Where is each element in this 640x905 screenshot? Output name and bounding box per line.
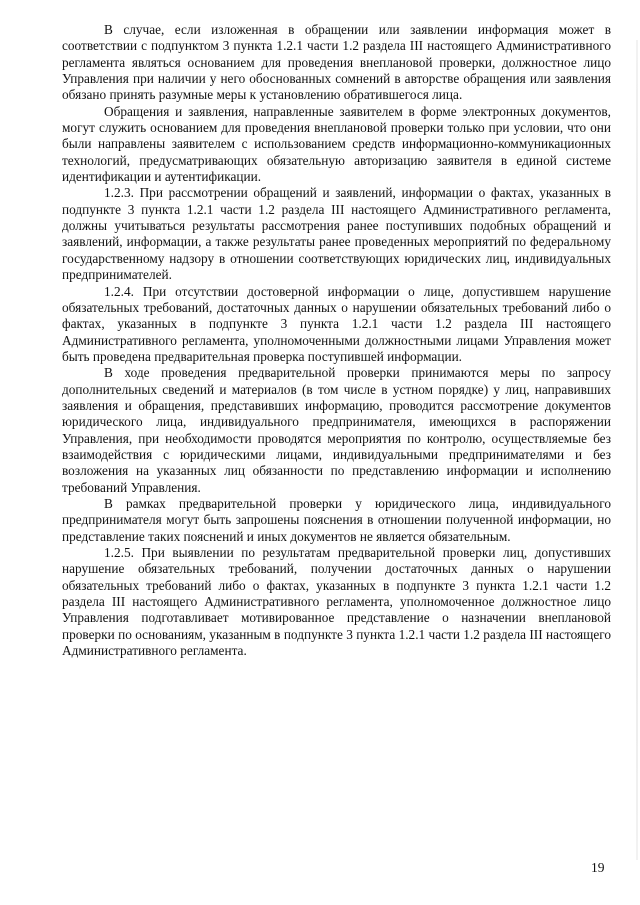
paragraph: В рамках предварительной проверки у юридического лица, индивидуального предпринимателя могут быть запрошены пояснения в отношении полученной информации, но представление таких пояснений и иных документов не является обязательным. (62, 495, 611, 544)
page-number: 19 (591, 860, 605, 875)
scan-edge-shadow (636, 40, 638, 860)
paragraph: В ходе проведения предварительной проверки принимаются меры по запросу дополнительных сведений и материалов (в том числе в устном порядке) у лиц, направивших заявления и обращения, представивших информацию, проводится рассмотрение документов юридического лица, индивидуального предпринимателя, имеющихся в распоряжении Управления, при необходимости проводятся мероприятия по контролю, осуществляемые без взаимодействия с юридическими лицами, индивидуальными предпринимателями и без возложения на указанных лиц обязанности по представлению информации и исполнению требований Управления. (62, 365, 611, 495)
paragraph: 1.2.4. При отсутствии достоверной информации о лице, допустившем нарушение обязательных требований, достаточных данных о нарушении обязательных требований либо о фактах, указанных в подпункте 3 пункта 1.2.1 части 1.2 раздела III настоящего Административного регламента, уполномоченными должностными лицами Управления может быть проведена предварительная проверка поступившей информации. (62, 283, 611, 364)
document-page (62, 22, 611, 659)
paragraph: 1.2.5. При выявлении по результатам предварительной проверки лиц, допустивших нарушение обязательных требований, получении достаточных данных о нарушении обязательных требований либо о фактах, указанных в подпункте 3 пункта 1.2.1 части 1.2 раздела III настоящего Административного регламента, уполномоченное должностное лицо Управления подготавливает мотивированное представление о назначении внеплановой проверки по основаниям, указанным в подпункте 3 пункта 1.2.1 части 1.2 раздела III настоящего Административного регламента. (62, 545, 611, 659)
paragraph: Обращения и заявления, направленные заявителем в форме электронных документов, могут служить основанием для проведения внеплановой проверки только при условии, что они были направлены заявителем с использованием средств информационно-коммуникационных технологий, предусматривающих обязательную авторизацию заявителя в единой системе идентификации и аутентификации. (62, 103, 611, 185)
paragraph: 1.2.3. При рассмотрении обращений и заявлений, информации о фактах, указанных в подпункте 3 пункта 1.2.1 части 1.2 раздела III настоящего Административного регламента, должны учитываться результаты рассмотрения ранее поступивших подобных обращений и заявлений, информации, а также результаты ранее проведенных мероприятий по федеральному государственному надзору в отношении соответствующих юридических лиц, индивидуальных предпринимателей. (62, 185, 611, 283)
paragraph: В случае, если изложенная в обращении или заявлении информация может в соответствии с подпунктом 3 пункта 1.2.1 части 1.2 раздела III настоящего Административного регламента являться основанием для проведения внеплановой проверки, должностное лицо Управления при наличии у него обоснованных сомнений в авторстве обращения или заявления обязано принять разумные меры к установлению обратившегося лица. (62, 22, 611, 103)
